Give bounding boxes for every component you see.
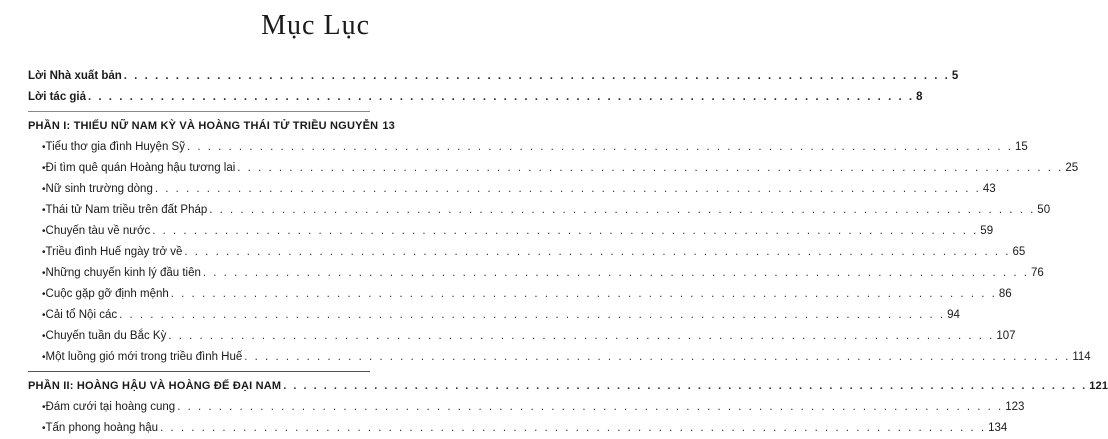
dot-leader (160, 418, 986, 439)
chapter-title: Cuộc gặp gỡ định mệnh (45, 288, 169, 300)
dot-leader (283, 376, 1087, 397)
toc-chapter[interactable] (28, 200, 1051, 221)
toc-chapter[interactable] (28, 158, 1079, 179)
toc-chapter[interactable] (28, 242, 1026, 263)
part-page: 121 (1089, 380, 1108, 392)
divider (28, 111, 370, 112)
dot-leader (203, 263, 1029, 284)
toc-part-1[interactable] (28, 116, 395, 137)
part-page: 13 (382, 120, 395, 132)
chapter-title: Chuyến tuần du Bắc Kỳ (45, 330, 167, 342)
toc-entry-front-2[interactable] (28, 87, 923, 108)
bullet-icon: • (42, 423, 46, 434)
toc-chapter[interactable] (28, 326, 1016, 347)
dot-leader (237, 158, 1063, 179)
chapter-title: Những chuyến kinh lý đầu tiên (45, 267, 201, 279)
bullet-icon: • (42, 226, 46, 237)
bullet-icon: • (42, 184, 46, 195)
dot-leader (119, 305, 945, 326)
chapter-page: 134 (988, 422, 1008, 434)
bullet-icon: • (42, 163, 46, 174)
page-title: Mục Lục (261, 10, 370, 41)
bullet-icon: • (42, 402, 46, 413)
toc-chapter[interactable] (28, 284, 1012, 305)
bullet-icon: • (42, 205, 46, 216)
chapter-page: 86 (998, 288, 1012, 300)
toc-chapter[interactable] (28, 137, 1028, 158)
dot-leader (244, 347, 1070, 368)
toc-chapter[interactable] (28, 305, 960, 326)
part-title: PHẦN I: THIẾU NỮ NAM KỲ VÀ HOÀNG THÁI TỬ TRIỀU NGUYỄN (28, 120, 379, 132)
chapter-page: 25 (1065, 162, 1079, 174)
toc-chapter[interactable] (28, 397, 1025, 418)
dot-leader (152, 221, 978, 242)
bullet-icon: • (42, 142, 46, 153)
bullet-icon: • (42, 352, 46, 363)
dot-leader (209, 200, 1035, 221)
chapter-page: 123 (1005, 401, 1025, 413)
entry-title: Lời tác giả (28, 91, 87, 103)
chapter-title: Triều đình Huế ngày trở về (45, 246, 183, 258)
entry-page: 5 (951, 70, 959, 82)
chapter-page: 114 (1072, 351, 1091, 363)
toc-part-2[interactable] (28, 376, 1108, 397)
bullet-icon: • (42, 331, 46, 342)
chapter-page: 94 (947, 309, 960, 321)
chapter-title: Thái tử Nam triều trên đất Pháp (45, 204, 208, 216)
dot-leader (177, 397, 1003, 418)
part-title: PHẦN II: HOÀNG HẬU VÀ HOÀNG ĐẾ ĐẠI NAM (28, 380, 282, 392)
chapter-title: Chuyến tàu về nước (45, 225, 151, 237)
divider (28, 371, 370, 372)
dot-leader (187, 137, 1013, 158)
bullet-icon: • (42, 247, 46, 258)
dot-leader (168, 326, 994, 347)
chapter-title: Tấn phong hoàng hậu (45, 422, 159, 434)
chapter-page: 65 (1012, 246, 1026, 258)
toc-entry-front-1[interactable] (28, 66, 959, 87)
chapter-page: 107 (996, 330, 1016, 342)
entry-page: 8 (916, 91, 923, 103)
toc-chapter[interactable] (28, 347, 1091, 368)
chapter-page: 15 (1015, 141, 1028, 153)
dot-leader (184, 242, 1010, 263)
toc-chapter[interactable] (28, 179, 996, 200)
chapter-title: Tiểu thơ gia đình Huyện Sỹ (45, 141, 185, 153)
chapter-page: 59 (980, 225, 994, 237)
dot-leader (124, 66, 950, 87)
chapter-title: Cải tổ Nội các (45, 309, 118, 321)
chapter-page: 43 (982, 183, 996, 195)
toc-chapter[interactable] (28, 418, 1008, 439)
toc-chapter[interactable] (28, 221, 994, 242)
dot-leader (88, 87, 914, 108)
chapter-title: Đám cưới tại hoàng cung (45, 401, 176, 413)
dot-leader (155, 179, 981, 200)
chapter-title: Nữ sinh trường dòng (45, 183, 153, 195)
table-of-contents (28, 66, 1108, 439)
toc-chapter[interactable] (28, 263, 1044, 284)
dot-leader (171, 284, 997, 305)
chapter-page: 76 (1030, 267, 1044, 279)
bullet-icon: • (42, 310, 46, 321)
chapter-page: 50 (1037, 204, 1051, 216)
entry-title: Lời Nhà xuất bản (28, 70, 122, 82)
bullet-icon: • (42, 289, 46, 300)
bullet-icon: • (42, 268, 46, 279)
chapter-title: Một luồng gió mới trong triều đình Huế (45, 351, 243, 363)
chapter-title: Đi tìm quê quán Hoàng hậu tương lai (45, 162, 236, 174)
